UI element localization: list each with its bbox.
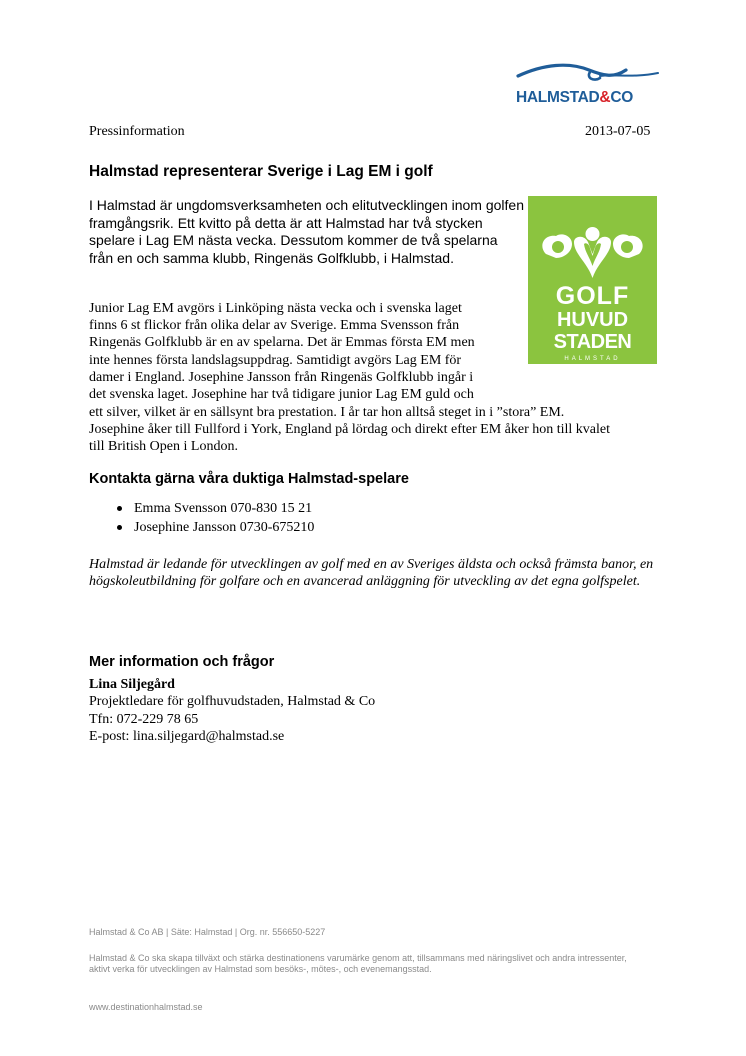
contact-phone: Tfn: 072-229 78 65	[89, 711, 199, 727]
footer-website-link[interactable]: www.destinationhalmstad.se	[89, 1002, 203, 1012]
body-line: Ringenäs Golfklubb är en av spelarna. Det är Emmas första EM men	[89, 335, 475, 351]
list-item-text: Emma Svensson 070-830 15 21	[134, 501, 313, 516]
golf-emblem-icon	[528, 196, 657, 286]
list-item-text: Josephine Jansson 0730-675210	[134, 520, 315, 535]
golfhuvudstaden-badge	[528, 196, 657, 364]
badge-line-halmstad: HALMSTAD	[564, 356, 621, 362]
body-paragraph-narrow	[89, 300, 509, 403]
body-line: damer i England. Josephine Jansson från Ringenäs Golfklubb ingår i	[89, 369, 474, 385]
contact-heading: Kontakta gärna våra duktiga Halmstad-spelare	[89, 471, 409, 487]
contact-person-block	[89, 676, 375, 746]
page-title: Halmstad representerar Sverige i Lag EM i golf	[89, 163, 433, 180]
contact-name: Lina Siljegård	[89, 677, 175, 692]
body-line: Junior Lag EM avgörs i Linköping nästa vecka och i svenska laget	[89, 301, 462, 316]
body-line: inte hennes första landslagsuppdrag. Samtidigt avgörs Lag EM för	[89, 352, 462, 368]
contact-role: Projektledare för golfhuvudstaden, Halmstad & Co	[89, 694, 376, 710]
list-item	[117, 518, 314, 537]
body-line: finns 6 st flickor från olika delar av Sverige. Emma Svensson från	[89, 318, 460, 334]
badge-line-huvud: HUVUD	[556, 309, 629, 331]
body-line: Josephine åker till Fullford i York, England på lördag och direkt efter EM åker hon till kvalet	[89, 422, 610, 438]
contact-email[interactable]: E-post: lina.siljegard@halmstad.se	[89, 729, 285, 745]
intro-paragraph: I Halmstad är ungdomsverksamheten och elitutvecklingen inom golfen framgångsrik. Ett kvitto på detta är att Halmstad har två stycken spelare i Lag EM nästa vecka. Dessutom kommer de två spelarna från en och samma klubb, Ringenäs Golfklubb, i Halmstad.	[89, 197, 525, 266]
bullet-icon	[117, 525, 122, 530]
logo-wordmark: HALMSTAD&CO	[516, 89, 633, 106]
document-date: 2013-07-05	[585, 124, 651, 139]
badge-line-golf: GOLF	[555, 282, 630, 310]
bullet-icon	[117, 506, 122, 511]
body-line: ett silver, vilket är en sällsynt bra prestation. I år tar hon alltså steget in i ”stora” EM.	[89, 405, 565, 420]
body-paragraph-wide	[89, 404, 689, 456]
italic-note: Halmstad är ledande för utvecklingen av golf med en av Sveriges äldsta och också främsta banor, en högskoleutbildning för golfare och en avancerad anläggning för utveckling av det egna golfspelet.	[89, 557, 654, 590]
body-line: det svenska laget. Josephine har två tidigare junior Lag EM guld och	[89, 387, 474, 403]
contact-list	[117, 499, 314, 537]
wave-logo-icon	[514, 58, 662, 92]
footer-company: Halmstad & Co AB | Säte: Halmstad | Org. nr. 556650-5227	[89, 927, 326, 937]
halmstad-co-logo	[514, 58, 662, 110]
badge-line-staden: STADEN	[553, 331, 632, 353]
document-type-label: Pressinformation	[89, 124, 185, 139]
footer-mission: Halmstad & Co ska skapa tillväxt och stärka destinationens varumärke genom att, tillsammans med näringslivet och andra intressenter, aktivt verka för utvecklingen av Halmstad som besöks-, mötes-, och evenemangsstad.	[89, 953, 627, 974]
body-line: till British Open i London.	[89, 439, 238, 455]
list-item	[117, 499, 314, 518]
more-info-heading: Mer information och frågor	[89, 654, 275, 670]
